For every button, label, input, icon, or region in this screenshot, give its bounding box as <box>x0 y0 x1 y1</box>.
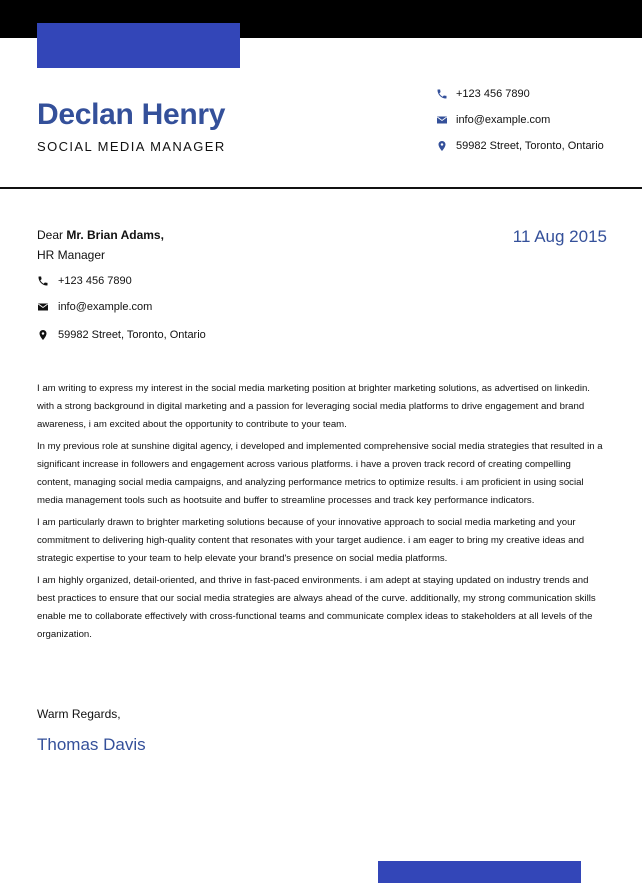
header-email <box>436 114 550 126</box>
sender-job-title: SOCIAL MEDIA MANAGER <box>37 139 226 154</box>
recipient-email-text: info@example.com <box>58 301 153 313</box>
header-phone <box>436 88 530 100</box>
recipient-name: Mr. Brian Adams, <box>66 228 164 242</box>
recipient-role: HR Manager <box>37 248 106 262</box>
letter-body <box>37 380 607 648</box>
sender-name: Declan Henry <box>37 98 226 131</box>
phone-icon <box>37 275 49 287</box>
greeting-word: Dear <box>37 228 67 242</box>
letter-date: 11 Aug 2015 <box>512 227 607 246</box>
location-pin-icon <box>436 140 448 152</box>
recipient-address <box>37 329 206 341</box>
phone-icon <box>436 88 448 100</box>
header-divider <box>0 187 642 189</box>
recipient-phone <box>37 275 132 287</box>
recipient-phone-text: +123 456 7890 <box>58 275 132 287</box>
recipient-address-text: 59982 Street, Toronto, Ontario <box>58 329 206 341</box>
body-paragraph: In my previous role at sunshine digital agency, i developed and implemented comprehensive social media strategies that resulted in a significant increase in followers and engagement across various platforms. i have a proven track record of creating compelling content, managing social media campaigns, and analyzing performance metrics to optimize results. i am proficient in using social media management tools such as hootsuite and buffer to streamline processes and track key performance indicators. <box>37 441 603 506</box>
signature-name: Thomas Davis <box>37 735 146 754</box>
body-paragraph: I am highly organized, detail-oriented, and thrive in fast-paced environments. i am adept at staying updated on industry trends and best practices to ensure that our social media strategies are always ahead of the curve. additionally, my strong communication skills enable me to collaborate effectively with cross-functional teams and communicate complex ideas to stakeholders at all levels of the organization. <box>37 575 596 640</box>
body-paragraph: I am writing to express my interest in the social media marketing position at brighter marketing solutions, as advertised on linkedin. with a strong background in digital marketing and a passion for leveraging social media platforms to drive engagement and brand awareness, i am excited about the opportunity to contribute to your team. <box>37 383 590 430</box>
envelope-icon <box>436 114 448 126</box>
salutation <box>37 228 164 242</box>
header-address-text: 59982 Street, Toronto, Ontario <box>456 140 604 152</box>
location-pin-icon <box>37 329 49 341</box>
bottom-accent-block <box>378 861 581 883</box>
header-address <box>436 140 604 152</box>
closing-line: Warm Regards, <box>37 707 121 721</box>
recipient-email <box>37 301 152 313</box>
top-accent-block <box>37 23 240 68</box>
header-email-text: info@example.com <box>456 114 551 126</box>
envelope-icon <box>37 301 49 313</box>
body-paragraph: I am particularly drawn to brighter marketing solutions because of your innovative approach to social media marketing and your commitment to delivering high-quality content that resonates with your target audience. i am eager to bring my creative ideas and strategic expertise to your team to help elevate your brand's presence on social media platforms. <box>37 517 585 564</box>
header-phone-text: +123 456 7890 <box>456 88 530 100</box>
